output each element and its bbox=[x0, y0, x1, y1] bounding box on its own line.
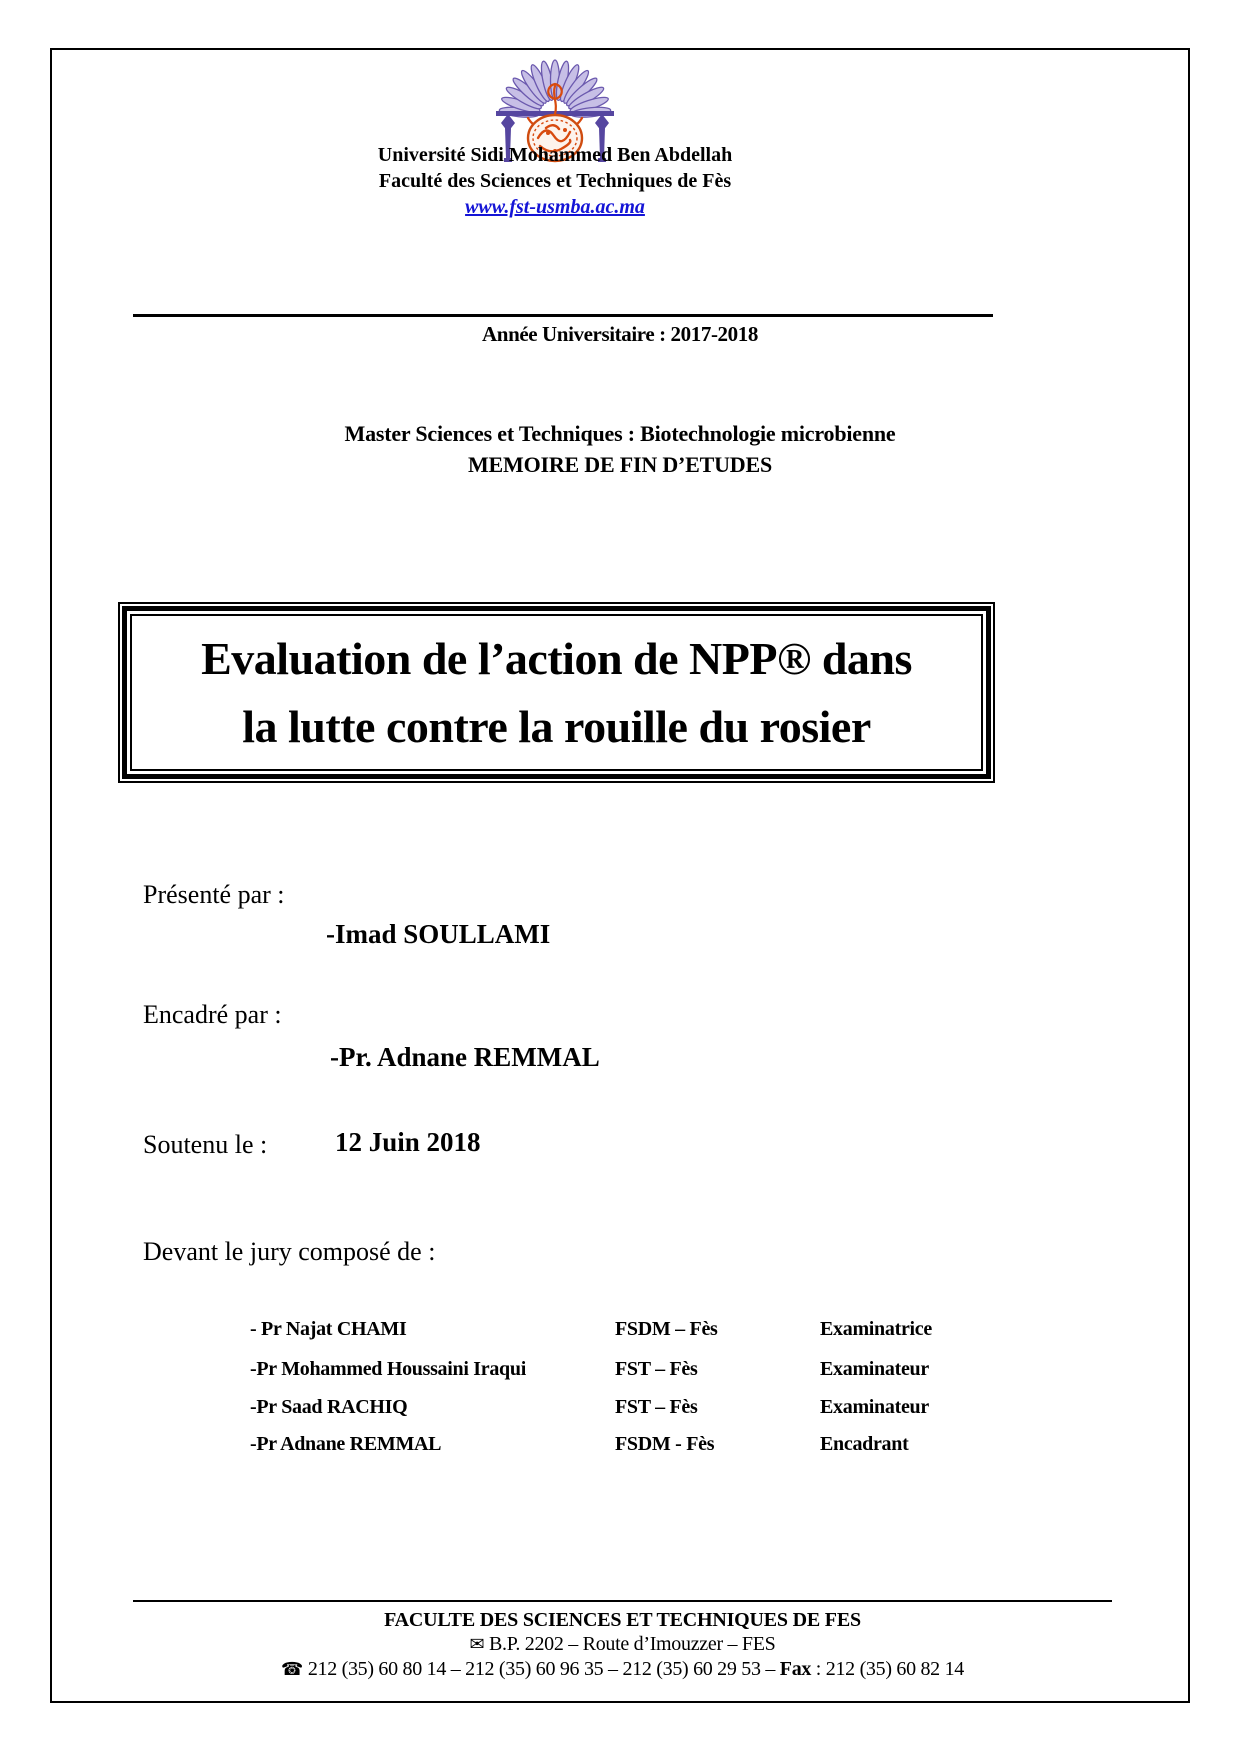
header-divider-line bbox=[133, 314, 993, 317]
footer-address: B.P. 2202 – Route d’Imouzzer – FES bbox=[489, 1633, 776, 1655]
supervised-by-label: Encadré par : bbox=[143, 1000, 282, 1029]
presented-by-label: Présenté par : bbox=[143, 880, 285, 909]
jury-member-name: -Pr Mohammed Houssaini Iraqui bbox=[250, 1358, 526, 1380]
academic-year: Année Universitaire : 2017-2018 bbox=[482, 322, 758, 346]
jury-row bbox=[0, 1396, 1241, 1426]
jury-member-name: -Pr Saad RACHIQ bbox=[250, 1396, 408, 1418]
title-box-inner-border bbox=[130, 614, 983, 771]
university-name: Université Sidi Mohammed Ben Abdellah bbox=[377, 144, 733, 166]
jury-member-name: - Pr Najat CHAMI bbox=[250, 1318, 407, 1340]
jury-member-institution: FSDM - Fès bbox=[615, 1433, 715, 1455]
website-link[interactable]: www.fst-usmba.ac.ma bbox=[465, 196, 645, 218]
footer bbox=[133, 1608, 1112, 1682]
thesis-title-box bbox=[118, 602, 995, 783]
university-header bbox=[0, 142, 1110, 220]
jury-row bbox=[0, 1433, 1241, 1463]
jury-member-role: Examinateur bbox=[820, 1396, 929, 1418]
title-box-middle-border bbox=[122, 606, 991, 779]
jury-member-name: -Pr Adnane REMMAL bbox=[250, 1433, 442, 1455]
footer-phones: 212 (35) 60 80 14 – 212 (35) 60 96 35 – 212 (35) 60 29 53 – bbox=[307, 1658, 780, 1680]
master-program: Master Sciences et Techniques : Biotechnologie microbienne bbox=[344, 421, 896, 446]
jury-member-role: Encadrant bbox=[820, 1433, 909, 1455]
envelope-icon: ✉ bbox=[469, 1634, 485, 1655]
jury-member-role: Examinateur bbox=[820, 1358, 929, 1380]
footer-fax-number: : 212 (35) 60 82 14 bbox=[811, 1658, 964, 1680]
footer-phone-line bbox=[133, 1657, 1112, 1682]
faculty-name: Faculté des Sciences et Techniques de Fès bbox=[378, 170, 732, 192]
document-type: MEMOIRE DE FIN D’ETUDES bbox=[467, 452, 773, 477]
program-block bbox=[50, 418, 1190, 480]
supervisor-name: -Pr. Adnane REMMAL bbox=[330, 1042, 600, 1072]
footer-faculty-name: FACULTE DES SCIENCES ET TECHNIQUES DE FES bbox=[384, 1609, 861, 1631]
footer-divider-line bbox=[133, 1600, 1112, 1602]
footer-fax-label: Fax bbox=[779, 1658, 812, 1680]
defended-on-label: Soutenu le : bbox=[143, 1130, 268, 1159]
jury-member-institution: FSDM – Fès bbox=[615, 1318, 718, 1340]
defense-date: 12 Juin 2018 bbox=[335, 1127, 481, 1157]
student-name: -Imad SOULLAMI bbox=[326, 919, 551, 949]
thesis-title-line2: la lutte contre la rouille du rosier bbox=[242, 700, 871, 752]
jury-member-institution: FST – Fès bbox=[615, 1358, 698, 1380]
jury-row bbox=[0, 1358, 1241, 1388]
jury-row bbox=[0, 1318, 1241, 1348]
jury-member-role: Examinatrice bbox=[820, 1318, 932, 1340]
jury-heading: Devant le jury composé de : bbox=[143, 1237, 436, 1266]
footer-address-line bbox=[133, 1632, 1112, 1657]
telephone-icon: ☎ bbox=[280, 1659, 304, 1680]
thesis-title-line1: Evaluation de l’action de NPP® dans bbox=[201, 632, 912, 684]
jury-member-institution: FST – Fès bbox=[615, 1396, 698, 1418]
